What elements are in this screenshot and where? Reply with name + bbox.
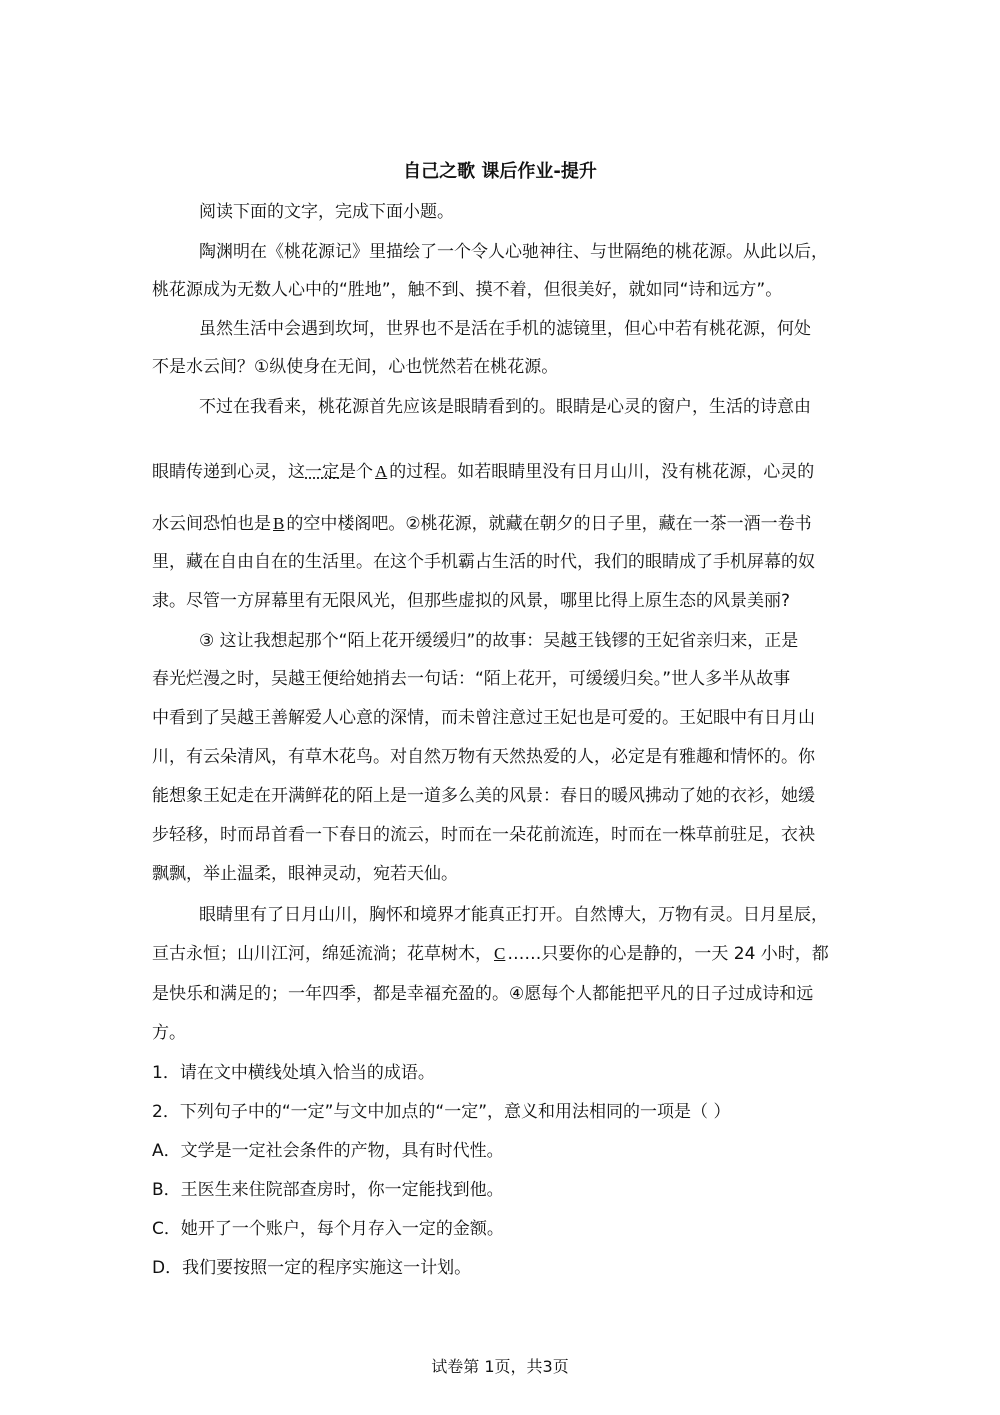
option-c: C．她开了一个账户，每个月存入一定的金额。 bbox=[152, 1219, 504, 1239]
page-title: 自己之歌 课后作业-提升 bbox=[403, 161, 597, 182]
p4-line-2: 春光烂漫之时，吴越王便给她捎去一句话：“陌上花开，可缓缓归矣。”世人多半从故事 bbox=[152, 669, 791, 689]
p1-line-1: 陶渊明在《桃花源记》里描绘了一个令人心驰神往、与世隔绝的桃花源。从此以后， bbox=[199, 242, 828, 262]
p5-line-2-b: ……只要你的心是静的，一天 24 小时，都 bbox=[507, 944, 829, 964]
p3-line-2-a: 眼睛传递到心灵，这 bbox=[152, 462, 305, 482]
p3-line-1: 不过在我看来，桃花源首先应该是眼睛看到的。眼睛是心灵的窗户，生活的诗意由 bbox=[199, 397, 811, 417]
dotted-word-yiding: 一定 bbox=[305, 462, 339, 482]
p3-line-2-c: 的过程。如若眼睛里没有日月山川，没有桃花源，心灵的 bbox=[389, 462, 815, 482]
option-a: A．文学是一定社会条件的产物，具有时代性。 bbox=[152, 1141, 504, 1161]
p5-line-2-a: 亘古永恒；山川江河，绵延流淌；花草树木， bbox=[152, 944, 492, 964]
p3-line-3 bbox=[152, 512, 852, 536]
option-d: D．我们要按照一定的程序实施这一计划。 bbox=[152, 1258, 472, 1278]
p1-line-2: 桃花源成为无数人心中的“胜地”，触不到、摸不着，但很美好，就如同“诗和远方”。 bbox=[152, 280, 783, 300]
p2-line-2: 不是水云间？①纵使身在无间，心也恍然若在桃花源。 bbox=[152, 357, 559, 377]
p3-line-2 bbox=[152, 460, 852, 484]
p3-line-3-b: 的空中楼阁吧。②桃花源，就藏在朝夕的日子里，藏在一茶一酒一卷书 bbox=[286, 514, 812, 534]
blank-b: B bbox=[273, 514, 285, 533]
p5-line-3: 是快乐和满足的；一年四季，都是幸福充盈的。④愿每个人都能把平凡的日子过成诗和远 bbox=[152, 984, 814, 1004]
p3-line-5: 隶。尽管一方屏幕里有无限风光，但那些虚拟的风景，哪里比得上原生态的风景美丽? bbox=[152, 591, 791, 611]
p4-line-1: ③ 这让我想起那个“陌上花开缓缓归”的故事：吴越王钱镠的王妃省亲归来，正是 bbox=[199, 631, 799, 651]
p4-line-7: 飘飘，举止温柔，眼神灵动，宛若天仙。 bbox=[152, 864, 458, 884]
question-2: 2．下列句子中的“一定”与文中加点的“一定”，意义和用法相同的一项是（ ） bbox=[152, 1102, 731, 1122]
page-footer: 试卷第 1页，共3页 bbox=[431, 1357, 569, 1376]
p4-line-3: 中看到了吴越王善解爱人心意的深情，而未曾注意过王妃也是可爱的。王妃眼中有日月山 bbox=[152, 708, 815, 728]
p4-line-6: 步轻移，时而昂首看一下春日的流云，时而在一朵花前流连，时而在一株草前驻足，衣袂 bbox=[152, 825, 815, 845]
p3-line-4: 里，藏在自由自在的生活里。在这个手机霸占生活的时代，我们的眼睛成了手机屏幕的奴 bbox=[152, 552, 815, 572]
option-b: B．王医生来住院部查房时，你一定能找到他。 bbox=[152, 1180, 504, 1200]
p4-line-5: 能想象王妃走在开满鲜花的陌上是一道多么美的风景：春日的暖风拂动了她的衣衫，她缓 bbox=[152, 786, 815, 806]
question-1: 1．请在文中横线处填入恰当的成语。 bbox=[152, 1063, 435, 1083]
blank-c: C bbox=[494, 944, 506, 963]
intro-text: 阅读下面的文字，完成下面小题。 bbox=[199, 202, 454, 222]
p5-line-1: 眼睛里有了日月山川，胸怀和境界才能真正打开。自然博大，万物有灵。日月星辰， bbox=[199, 905, 828, 925]
blank-a: A bbox=[375, 462, 388, 481]
p4-line-4: 川，有云朵清风，有草木花鸟。对自然万物有天然热爱的人，必定是有雅趣和情怀的。你 bbox=[152, 747, 815, 767]
p3-line-2-b: 是个 bbox=[339, 462, 373, 482]
p2-line-1: 虽然生活中会遇到坎坷，世界也不是活在手机的滤镜里，但心中若有桃花源，何处 bbox=[199, 319, 811, 339]
p5-line-4: 方。 bbox=[152, 1023, 186, 1043]
p3-line-3-a: 水云间恐怕也是 bbox=[152, 514, 271, 534]
p5-line-2 bbox=[152, 942, 852, 966]
